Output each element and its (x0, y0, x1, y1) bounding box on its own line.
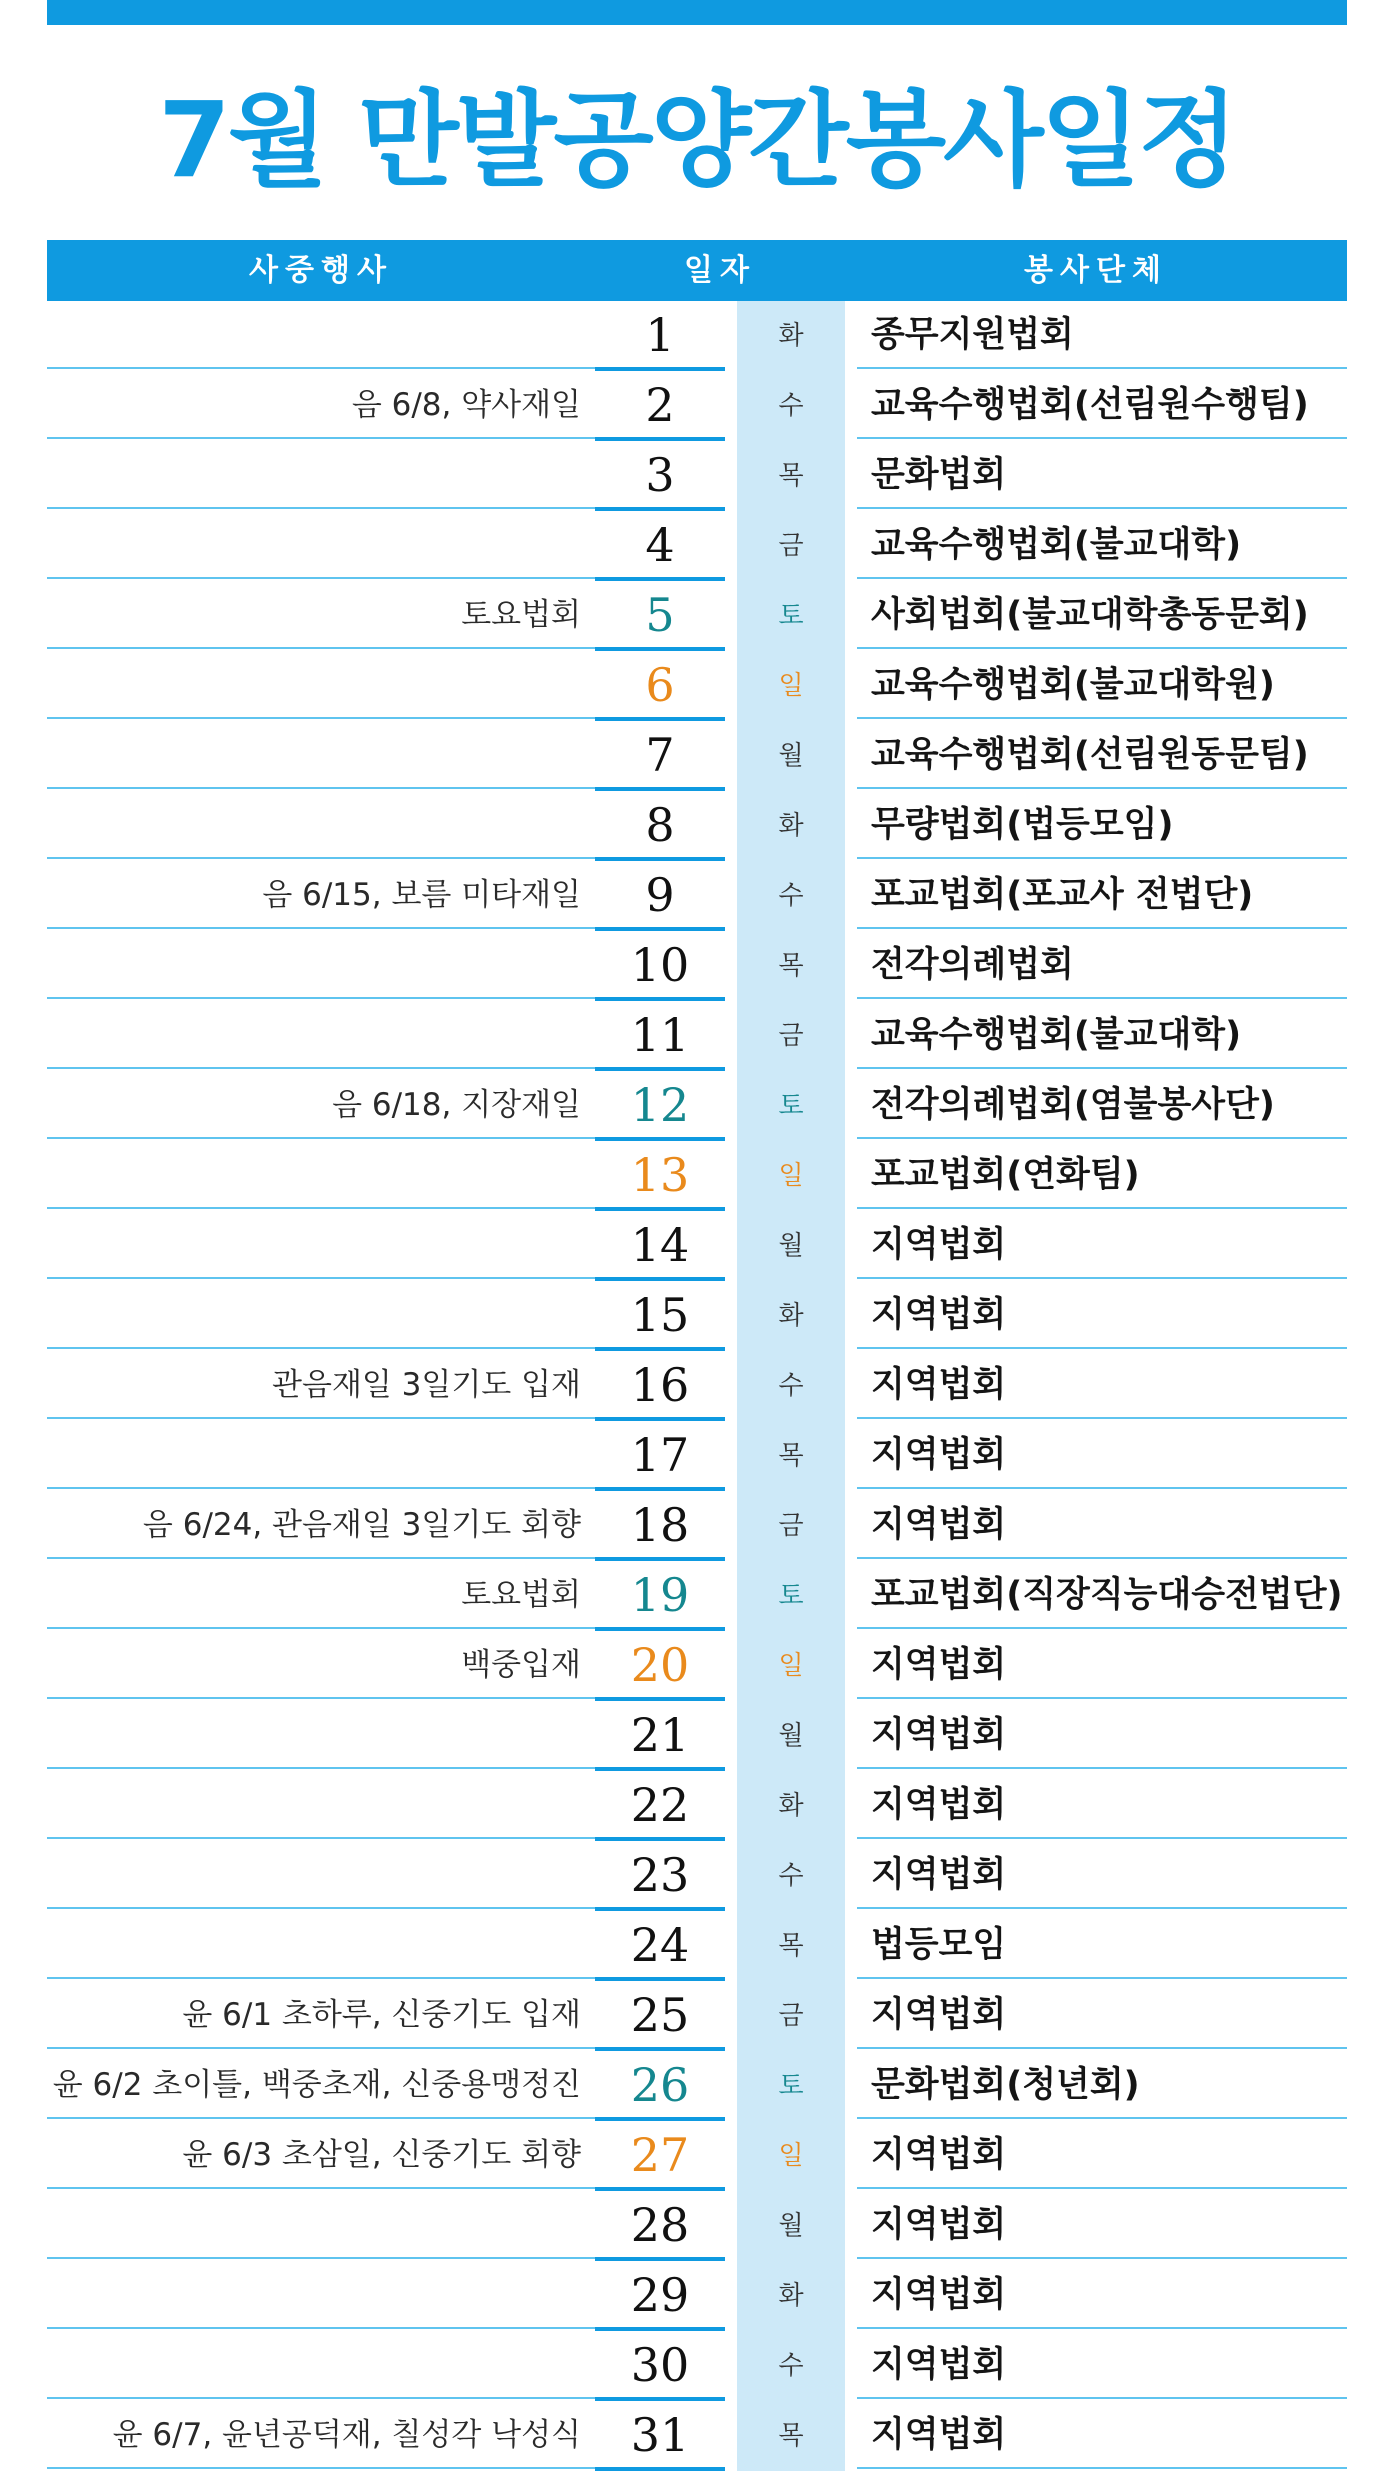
weekday-label: 토 (737, 581, 845, 651)
service-group: 지역법회 (857, 2261, 1347, 2329)
event-text: 토요법회 (47, 581, 595, 649)
day-number: 11 (595, 1001, 725, 1071)
day-number: 21 (595, 1701, 725, 1771)
day-number: 8 (595, 791, 725, 861)
service-group: 포교법회(연화팀) (857, 1141, 1347, 1209)
weekday-label: 목 (737, 1421, 845, 1491)
event-text (47, 721, 595, 789)
event-text (47, 301, 595, 369)
service-group: 문화법회(청년회) (857, 2051, 1347, 2119)
table-row (47, 1771, 1347, 1841)
day-number: 30 (595, 2331, 725, 2401)
table-header (47, 240, 1347, 301)
event-text: 음 6/15, 보름 미타재일 (47, 861, 595, 929)
service-group: 법등모임 (857, 1911, 1347, 1979)
weekday-label: 목 (737, 2401, 845, 2471)
weekday-label: 수 (737, 371, 845, 441)
table-row (47, 1841, 1347, 1911)
weekday-label: 일 (737, 1141, 845, 1211)
service-group: 교육수행법회(불교대학원) (857, 651, 1347, 719)
weekday-label: 일 (737, 1631, 845, 1701)
event-text: 토요법회 (47, 1561, 595, 1629)
day-number: 26 (595, 2051, 725, 2121)
day-number: 3 (595, 441, 725, 511)
table-row (47, 2401, 1347, 2471)
event-text (47, 791, 595, 859)
weekday-label: 일 (737, 2121, 845, 2191)
day-number: 18 (595, 1491, 725, 1561)
weekday-label: 수 (737, 861, 845, 931)
service-group: 사회법회(불교대학총동문회) (857, 581, 1347, 649)
table-row (47, 581, 1347, 651)
table-row (47, 2261, 1347, 2331)
table-row (47, 1981, 1347, 2051)
day-number: 27 (595, 2121, 725, 2191)
weekday-label: 화 (737, 301, 845, 371)
table-row (47, 861, 1347, 931)
day-number: 5 (595, 581, 725, 651)
table-row (47, 931, 1347, 1001)
weekday-label: 화 (737, 1281, 845, 1351)
table-row (47, 2121, 1347, 2191)
day-number: 16 (595, 1351, 725, 1421)
schedule-table (47, 301, 1347, 2471)
day-number: 28 (595, 2191, 725, 2261)
weekday-label: 금 (737, 1981, 845, 2051)
table-row (47, 511, 1347, 581)
event-text: 윤 6/2 초이틀, 백중초재, 신중용맹정진 (47, 2051, 595, 2119)
weekday-label: 토 (737, 1561, 845, 1631)
day-number: 25 (595, 1981, 725, 2051)
service-group: 종무지원법회 (857, 301, 1347, 369)
service-group: 지역법회 (857, 2191, 1347, 2259)
event-text (47, 2331, 595, 2399)
table-row (47, 1701, 1347, 1771)
service-group: 교육수행법회(선림원수행팀) (857, 371, 1347, 439)
service-group: 교육수행법회(선림원동문팀) (857, 721, 1347, 789)
service-group: 지역법회 (857, 1631, 1347, 1699)
event-text (47, 1841, 595, 1909)
service-group: 교육수행법회(불교대학) (857, 511, 1347, 579)
event-text (47, 511, 595, 579)
service-group: 지역법회 (857, 1351, 1347, 1419)
service-group: 문화법회 (857, 441, 1347, 509)
event-text (47, 1211, 595, 1279)
table-row (47, 1491, 1347, 1561)
day-number: 2 (595, 371, 725, 441)
service-group: 지역법회 (857, 2331, 1347, 2399)
service-group: 지역법회 (857, 2121, 1347, 2189)
service-group: 포교법회(직장직능대승전법단) (857, 1561, 1347, 1629)
header-date: 일자 (684, 253, 756, 288)
event-text (47, 1001, 595, 1069)
table-row (47, 301, 1347, 371)
table-row (47, 791, 1347, 861)
weekday-label: 월 (737, 2191, 845, 2261)
event-text (47, 1771, 595, 1839)
day-number: 20 (595, 1631, 725, 1701)
day-number: 10 (595, 931, 725, 1001)
event-text: 윤 6/7, 윤년공덕재, 칠성각 낙성식 (47, 2401, 595, 2469)
table-row (47, 1281, 1347, 1351)
top-accent-bar (47, 0, 1347, 25)
weekday-label: 화 (737, 1771, 845, 1841)
day-number: 19 (595, 1561, 725, 1631)
weekday-label: 화 (737, 791, 845, 861)
day-number: 7 (595, 721, 725, 791)
service-group: 지역법회 (857, 1701, 1347, 1769)
weekday-label: 목 (737, 1911, 845, 1981)
header-group: 봉사단체 (1024, 253, 1168, 288)
service-group: 지역법회 (857, 1491, 1347, 1559)
day-number: 15 (595, 1281, 725, 1351)
table-row (47, 441, 1347, 511)
service-group: 지역법회 (857, 1771, 1347, 1839)
weekday-label: 월 (737, 1701, 845, 1771)
day-number: 9 (595, 861, 725, 931)
event-text (47, 651, 595, 719)
weekday-label: 목 (737, 931, 845, 1001)
table-row (47, 1071, 1347, 1141)
event-text (47, 2191, 595, 2259)
service-group: 포교법회(포교사 전법단) (857, 861, 1347, 929)
day-number: 4 (595, 511, 725, 581)
day-number: 6 (595, 651, 725, 721)
event-text: 음 6/24, 관음재일 3일기도 회향 (47, 1491, 595, 1559)
event-text: 윤 6/1 초하루, 신중기도 입재 (47, 1981, 595, 2049)
weekday-label: 목 (737, 441, 845, 511)
day-number: 31 (595, 2401, 725, 2471)
day-number: 14 (595, 1211, 725, 1281)
page-title: 7월 만발공양간봉사일정 (158, 79, 1236, 201)
event-text (47, 1421, 595, 1489)
table-row (47, 1351, 1347, 1421)
event-text: 백중입재 (47, 1631, 595, 1699)
table-row (47, 1911, 1347, 1981)
day-number: 12 (595, 1071, 725, 1141)
service-group: 전각의례법회(염불봉사단) (857, 1071, 1347, 1139)
service-group: 교육수행법회(불교대학) (857, 1001, 1347, 1069)
weekday-label: 금 (737, 1491, 845, 1561)
weekday-label: 금 (737, 511, 845, 581)
service-group: 지역법회 (857, 1841, 1347, 1909)
service-group: 지역법회 (857, 1281, 1347, 1349)
event-text: 음 6/8, 약사재일 (47, 371, 595, 439)
service-group: 전각의례법회 (857, 931, 1347, 999)
day-number: 24 (595, 1911, 725, 1981)
event-text: 음 6/18, 지장재일 (47, 1071, 595, 1139)
table-row (47, 1141, 1347, 1211)
event-text (47, 1701, 595, 1769)
event-text (47, 441, 595, 509)
day-number: 22 (595, 1771, 725, 1841)
event-text: 윤 6/3 초삼일, 신중기도 회향 (47, 2121, 595, 2189)
event-text (47, 931, 595, 999)
event-text: 관음재일 3일기도 입재 (47, 1351, 595, 1419)
table-row (47, 1211, 1347, 1281)
weekday-label: 월 (737, 1211, 845, 1281)
day-number: 1 (595, 301, 725, 371)
service-group: 지역법회 (857, 2401, 1347, 2469)
table-row (47, 1561, 1347, 1631)
weekday-label: 수 (737, 1841, 845, 1911)
weekday-label: 월 (737, 721, 845, 791)
service-group: 무량법회(법등모임) (857, 791, 1347, 859)
table-row (47, 1001, 1347, 1071)
table-row (47, 1631, 1347, 1701)
table-row (47, 721, 1347, 791)
service-group: 지역법회 (857, 1421, 1347, 1489)
service-group: 지역법회 (857, 1981, 1347, 2049)
weekday-label: 화 (737, 2261, 845, 2331)
day-number: 29 (595, 2261, 725, 2331)
weekday-label: 토 (737, 1071, 845, 1141)
event-text (47, 2261, 595, 2329)
weekday-label: 수 (737, 1351, 845, 1421)
table-row (47, 1421, 1347, 1491)
weekday-label: 토 (737, 2051, 845, 2121)
weekday-label: 수 (737, 2331, 845, 2401)
day-number: 17 (595, 1421, 725, 1491)
header-event: 사중행사 (249, 253, 393, 288)
event-text (47, 1281, 595, 1349)
event-text (47, 1141, 595, 1209)
table-row (47, 2331, 1347, 2401)
day-number: 23 (595, 1841, 725, 1911)
service-group: 지역법회 (857, 1211, 1347, 1279)
table-row (47, 371, 1347, 441)
weekday-label: 금 (737, 1001, 845, 1071)
day-number: 13 (595, 1141, 725, 1211)
event-text (47, 1911, 595, 1979)
table-row (47, 2191, 1347, 2261)
table-row (47, 2051, 1347, 2121)
weekday-label: 일 (737, 651, 845, 721)
table-row (47, 651, 1347, 721)
